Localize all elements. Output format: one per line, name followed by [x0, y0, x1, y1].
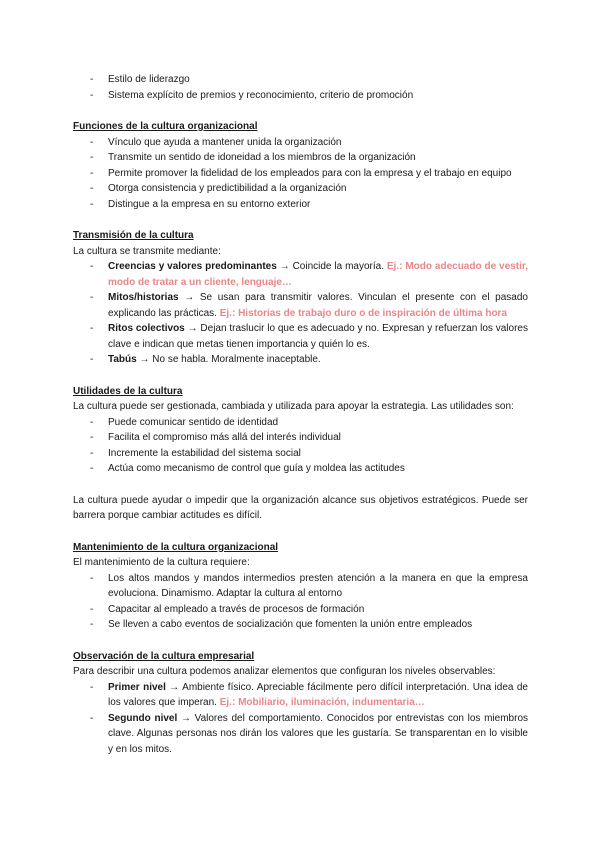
list-item: - Capacitar al empleado a través de procesos de formación [108, 602, 528, 618]
item-term: Segundo nivel [108, 712, 178, 724]
funciones-list [73, 135, 528, 213]
top-list [73, 72, 528, 103]
list-item: - Puede comunicar sentido de identidad [108, 415, 528, 431]
top-list-section [73, 72, 528, 103]
list-item [108, 680, 528, 711]
item-term: Ritos colectivos [108, 323, 185, 334]
section-heading: Utilidades de la cultura [73, 385, 183, 397]
item-text: → Valores del comportamiento. Conocidos por entrevistas con los miembros clave. Algunas personas nos dirán los valores que les gustaría. Se transparentan en lo visible y en los mitos. [108, 712, 529, 755]
section-intro: La cultura puede ser gestionada, cambiada y utilizada para apoyar la estrategia. Las utilidades son: [73, 401, 514, 412]
item-text: → Dejan traslucir lo que es adecuado y no. Expresan y refuerzan los valores clave e indican que metas tienen importancia y quién lo es. [108, 323, 528, 350]
item-text: → Se usan para transmitir valores. Vinculan el presente con el pasado explicando las prácticas. [108, 292, 528, 319]
list-item [108, 259, 528, 290]
section-intro: La cultura se transmite mediante: [73, 245, 221, 257]
item-text: → No se habla. Moralmente inaceptable. [136, 354, 321, 365]
item-term: Tabús [108, 354, 137, 365]
list-item: - Incremente la estabilidad del sistema social [108, 446, 528, 462]
list-item: - Actúa como mecanismo de control que guía y moldea las actitudes [108, 461, 528, 477]
list-item [108, 352, 528, 368]
utilidades-list [73, 415, 528, 477]
section-intro: Para describir una cultura podemos analizar elementos que configuran los niveles observables: [73, 666, 496, 677]
document-page [73, 72, 528, 773]
section-intro: El mantenimiento de la cultura requiere: [73, 557, 250, 568]
list-item: - Los altos mandos y mandos intermedios presten atención a la manera en que la empresa evoluciona. Dinamismo. Adaptar la cultura al entorno [108, 571, 528, 602]
list-item [108, 290, 528, 321]
funciones-section [73, 119, 528, 212]
transmision-list [73, 259, 528, 368]
item-example: Ej.: Mobiliario, iluminación, indumentaria… [219, 697, 425, 708]
transmision-section [73, 228, 528, 368]
list-item [108, 711, 528, 758]
item-term: Mitos/historias [108, 292, 179, 303]
list-item: - Se lleven a cabo eventos de socialización que fomenten la unión entre empleados [108, 617, 528, 633]
section-heading: Transmisión de la cultura [73, 230, 194, 241]
list-item: - Transmite un sentido de idoneidad a los miembros de la organización [108, 150, 528, 166]
section-heading: Funciones de la cultura organizacional [73, 121, 258, 132]
list-item: - Permite promover la fidelidad de los empleados para con la empresa y el trabajo en equipo [108, 166, 528, 182]
item-example: Ej.: Modo adecuado de vestir, modo de tratar a un cliente, lenguaje… [108, 261, 528, 288]
list-item: - Estilo de liderazgo [108, 72, 528, 88]
observacion-list [73, 680, 528, 758]
list-item: - Otorga consistencia y predictibilidad a la organización [108, 181, 528, 197]
list-item: - Sistema explícito de premios y reconocimiento, criterio de promoción [108, 88, 528, 104]
list-item: - Facilita el compromiso más allá del interés individual [108, 430, 528, 446]
mantenimiento-list [73, 571, 528, 633]
mantenimiento-section [73, 540, 528, 633]
utilidades-section [73, 384, 528, 524]
item-text: → Coincide la mayoría. [276, 261, 387, 272]
item-example: Ej.: Historias de trabajo duro o de inspiración de última hora [219, 307, 508, 319]
item-term: Creencias y valores predominantes [108, 261, 277, 272]
item-text: → Ambiente físico. Apreciable fácilmente pero difícil interpretación. Una idea de los valores que imperan. [108, 681, 528, 708]
list-item: - Distingue a la empresa en su entorno exterior [108, 197, 528, 213]
list-item: - Vínculo que ayuda a mantener unida la organización [108, 135, 528, 151]
observacion-section [73, 649, 528, 758]
list-item [108, 321, 528, 352]
section-heading: Observación de la cultura empresarial [73, 650, 255, 662]
paragraph: La cultura puede ayudar o impedir que la organización alcance sus objetivos estratégicos. Puede ser barrera porque cambiar actitudes es difícil. [73, 494, 528, 521]
item-term: Primer nivel [108, 681, 166, 693]
section-heading: Mantenimiento de la cultura organizacional [73, 541, 279, 553]
